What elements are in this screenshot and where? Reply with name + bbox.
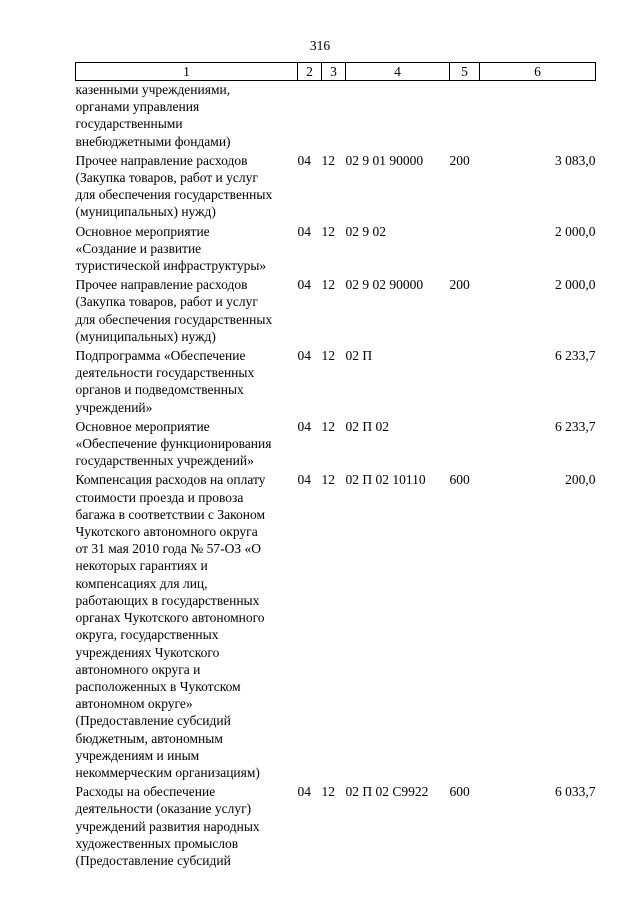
row-expense-type xyxy=(450,347,480,418)
budget-table xyxy=(75,62,596,871)
row-subsection: 12 xyxy=(321,472,335,488)
header-col-3: 3 xyxy=(322,63,346,81)
row-section: 04 xyxy=(297,152,311,168)
row-amount: 2 000,0 xyxy=(555,223,596,239)
table-row xyxy=(76,81,596,152)
row-expense-type: 200 xyxy=(449,277,470,293)
row-expense-type: 600 xyxy=(449,784,470,800)
row-subsection: 12 xyxy=(321,152,335,168)
row-target-article: 02 9 02 90000 xyxy=(345,277,424,293)
row-amount: 6 233,7 xyxy=(555,418,596,434)
row-subsection: 12 xyxy=(321,277,335,293)
row-name: Прочее направление расходов (Закупка товаров, работ и услуг для обеспечения государственных (муниципальных) нужд) xyxy=(75,277,273,344)
row-expense-type xyxy=(450,81,480,152)
row-name: Расходы на обеспечение деятельности (оказание услуг) учреждений развития народных художественных промыслов (Предоставление субсидий xyxy=(75,784,260,868)
table-row xyxy=(76,276,596,347)
row-section: 04 xyxy=(297,784,311,800)
row-target-article xyxy=(346,81,450,152)
row-expense-type xyxy=(450,418,480,472)
header-col-4: 4 xyxy=(346,63,450,81)
row-amount xyxy=(480,81,596,152)
header-col-1: 1 xyxy=(76,63,298,81)
row-name: Компенсация расходов на оплату стоимости проезда и провоза багажа в соответствии с Законом Чукотского автономного округа от 31 мая 2010 года № 57-ОЗ «О некоторых гарантиях и компенсациях для лиц, работающих в государственных органах Чукотского автономного округа, государственных учреждениях Чукотского автономного округа и расположенных в Чукотском автономном округе» (Предоставление субсидий бюджетным, автономным учреждениям и иным некоммерческим организациям) xyxy=(75,472,266,780)
row-target-article: 02 П 02 xyxy=(345,418,389,434)
table-row xyxy=(76,347,596,418)
row-amount: 3 083,0 xyxy=(555,152,596,168)
row-target-article: 02 П 02 10110 xyxy=(345,472,426,488)
row-amount: 6 033,7 xyxy=(555,784,596,800)
table-row xyxy=(76,152,596,223)
table-header-row xyxy=(76,63,596,81)
row-expense-type xyxy=(450,223,480,277)
row-section xyxy=(298,81,322,152)
row-section: 04 xyxy=(297,418,311,434)
row-subsection: 12 xyxy=(321,418,335,434)
table-row xyxy=(76,418,596,472)
row-section: 04 xyxy=(297,277,311,293)
row-expense-type: 200 xyxy=(449,152,470,168)
row-section: 04 xyxy=(297,472,311,488)
row-amount: 6 233,7 xyxy=(555,348,596,364)
row-subsection: 12 xyxy=(321,784,335,800)
table-row xyxy=(76,223,596,277)
table-row xyxy=(76,471,596,783)
table-row xyxy=(76,783,596,871)
row-subsection xyxy=(322,81,346,152)
page-number: 316 xyxy=(309,38,331,53)
header-col-6: 6 xyxy=(480,63,596,81)
row-name: казенными учреждениями, органами управления государственными внебюджетными фондами) xyxy=(75,82,231,149)
row-subsection: 12 xyxy=(321,223,335,239)
header-col-2: 2 xyxy=(298,63,322,81)
row-subsection: 12 xyxy=(321,348,335,364)
row-target-article: 02 9 02 xyxy=(345,223,386,239)
row-expense-type: 600 xyxy=(449,472,470,488)
row-target-article: 02 П 02 С9922 xyxy=(345,784,429,800)
row-name: Основное мероприятие «Создание и развитие туристической инфраструктуры» xyxy=(75,223,267,274)
row-target-article: 02 9 01 90000 xyxy=(345,152,424,168)
row-name: Основное мероприятие «Обеспечение функционирования государственных учреждений» xyxy=(75,418,272,469)
row-name: Прочее направление расходов (Закупка товаров, работ и услуг для обеспечения государственных (муниципальных) нужд) xyxy=(75,152,273,220)
row-amount: 200,0 xyxy=(565,472,596,488)
header-col-5: 5 xyxy=(450,63,480,81)
row-section: 04 xyxy=(297,348,311,364)
row-name: Подпрограмма «Обеспечение деятельности государственных органов и подведомственных учреждений» xyxy=(75,348,255,415)
row-amount: 2 000,0 xyxy=(555,277,596,293)
row-target-article: 02 П xyxy=(345,348,373,364)
row-section: 04 xyxy=(297,223,311,239)
